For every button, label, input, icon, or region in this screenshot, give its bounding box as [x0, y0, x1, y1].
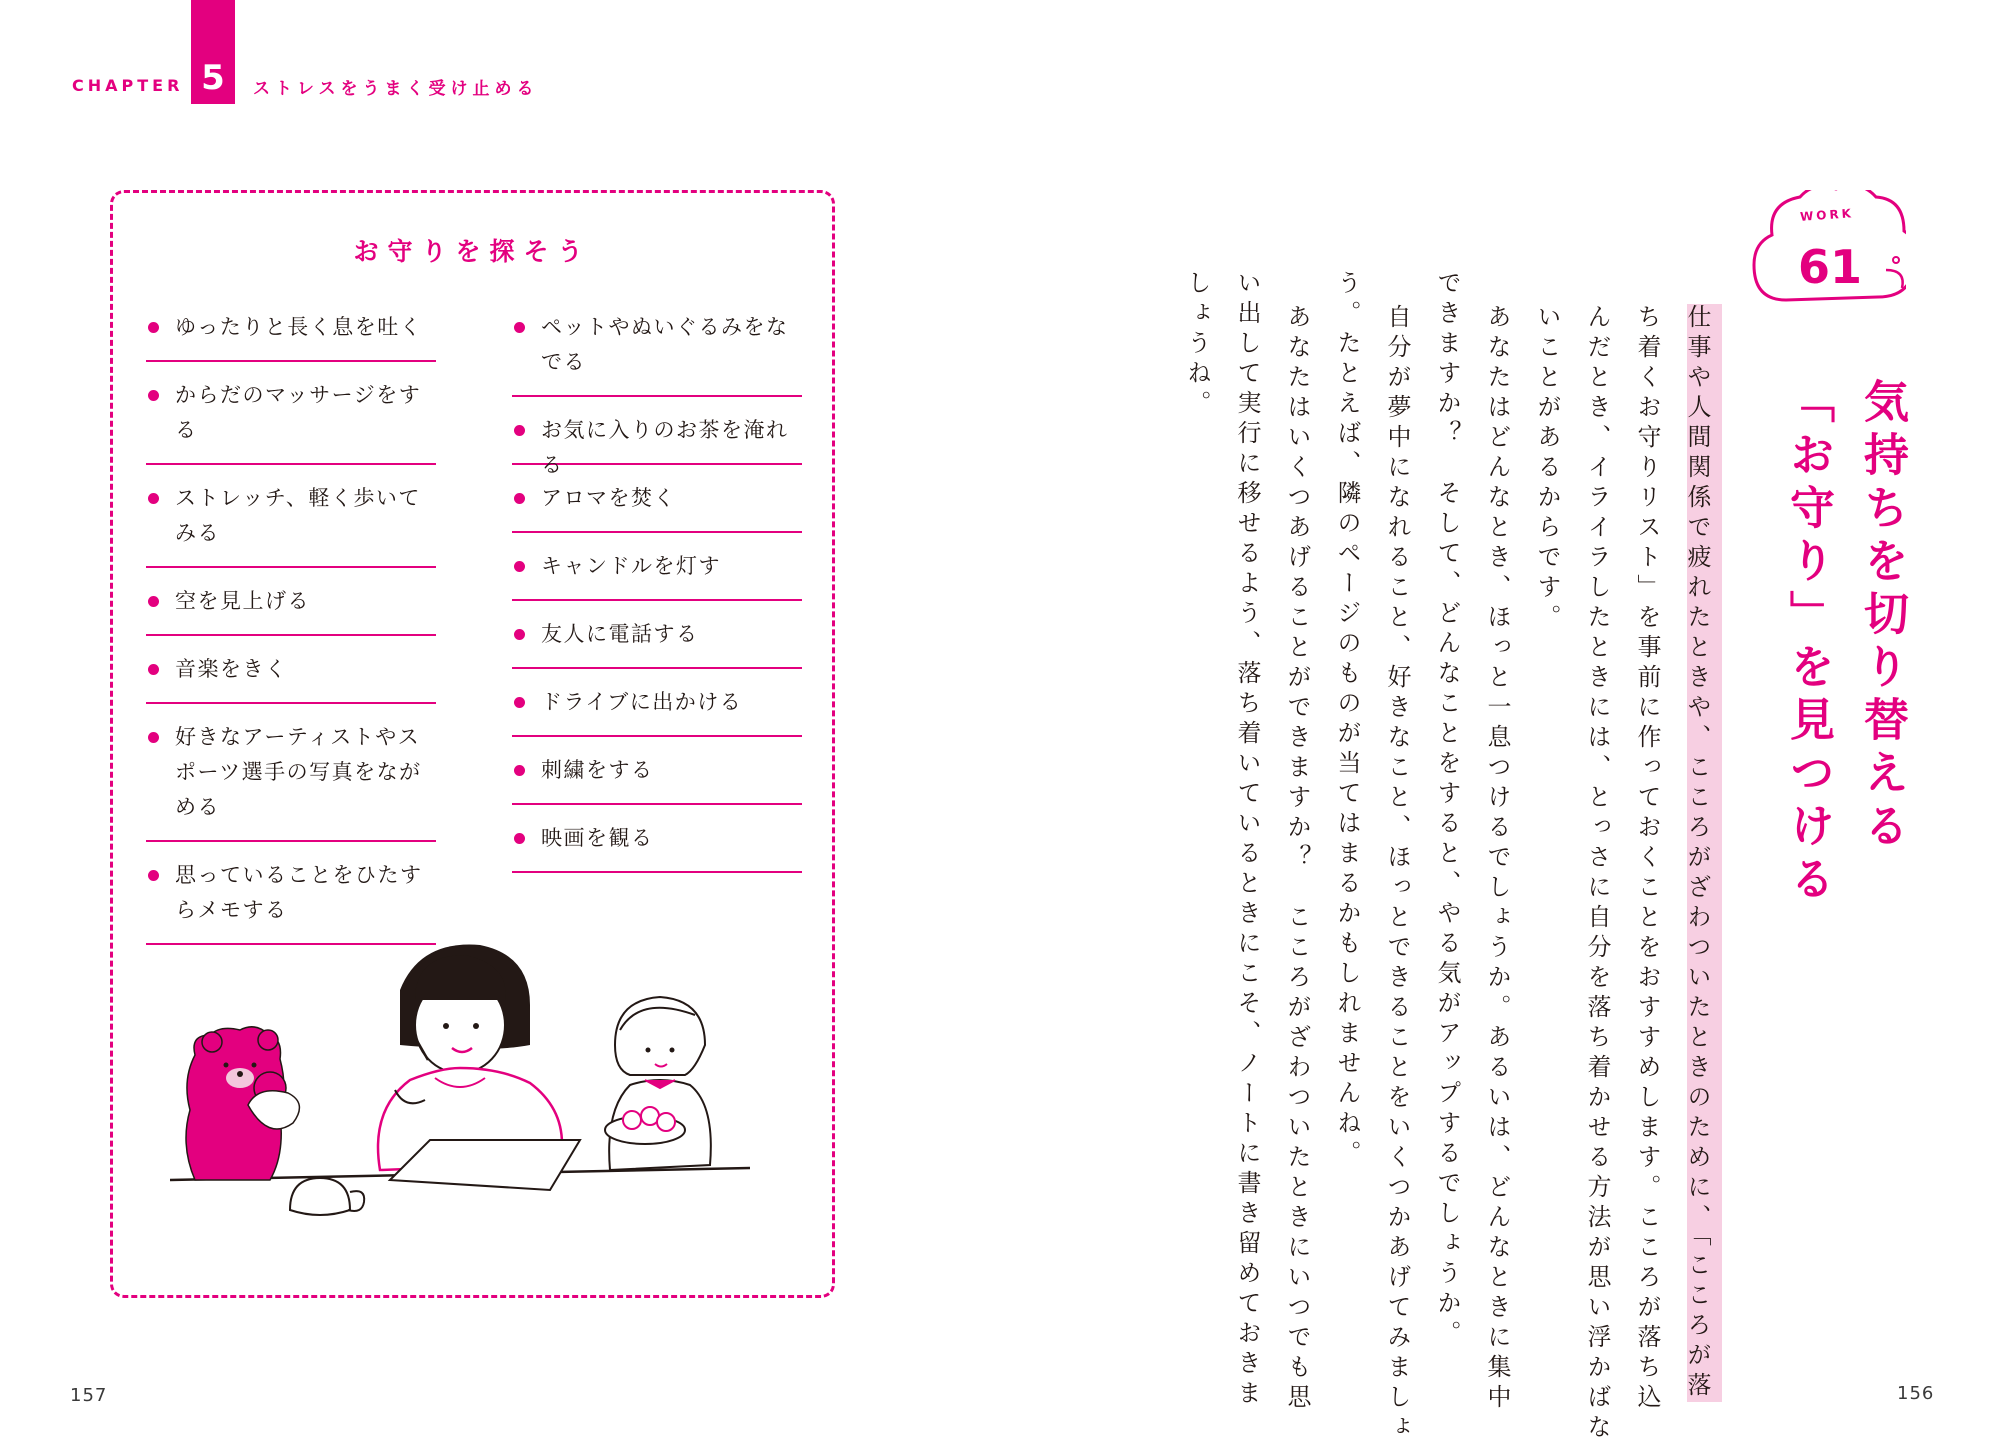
bullet-icon: [514, 765, 525, 776]
body-column-1: 仕事や人間関係で疲れたときや、こころがざわついたときのために、「こころが落: [1672, 304, 1722, 1402]
bullet-icon: [514, 561, 525, 572]
body-column-2: ち着くお守りリスト」を事前に作っておくことをおすすめします。こころが落ち込: [1633, 304, 1661, 1414]
bullet-icon: [514, 322, 525, 333]
body-column-11: しょうね。: [1183, 270, 1211, 420]
list-item: お気に入りのお茶を淹れる: [512, 413, 802, 465]
page-number-left: 157: [70, 1385, 108, 1406]
list-item: 空を見上げる: [146, 584, 436, 636]
work-label: WORK: [1799, 206, 1855, 224]
illustration: [170, 930, 770, 1260]
list-item: 友人に電話する: [512, 617, 802, 669]
article-title-line-2: 「お守り」を見つける: [1782, 378, 1835, 908]
body-column-10: い出して実行に移せるよう、落ち着いているときにこそ、ノートに書き留めておきま: [1233, 270, 1261, 1410]
list-item: ゆったりと長く息を吐く: [146, 310, 436, 362]
bullet-icon: [148, 664, 159, 675]
body-column-6: できますか？ そして、どんなことをすると、やる気がアップするでしょうか。: [1433, 270, 1461, 1350]
woman-figure: [378, 945, 562, 1170]
article-title-line-1: 気持ちを切り替える: [1856, 378, 1909, 855]
chapter-number: 5: [201, 58, 225, 98]
list-item: 刺繍をする: [512, 753, 802, 805]
list-item: ドライブに出かける: [512, 685, 802, 737]
list-item: キャンドルを灯す: [512, 549, 802, 601]
body-column-7: 自分が夢中になれること、好きなこと、ほっとできることをいくつかあげてみましょ: [1383, 304, 1411, 1444]
card-title: お守りを探そう: [353, 237, 592, 266]
bullet-icon: [514, 629, 525, 640]
left-list: [146, 310, 436, 961]
list-item: 思っていることをひたすらメモする: [146, 858, 436, 945]
bear-icon: [186, 1027, 299, 1180]
bullet-icon: [148, 732, 159, 743]
list-item: 好きなアーティストやスポーツ選手の写真をながめる: [146, 720, 436, 842]
list-item: ストレッチ、軽く歩いてみる: [146, 481, 436, 568]
list-item: 映画を観る: [512, 821, 802, 873]
bullet-icon: [148, 390, 159, 401]
body-column-5: あなたはどんなとき、ほっと一息つけるでしょうか。あるいは、どんなときに集中: [1483, 304, 1511, 1414]
body-column-8: う。たとえば、隣のページのものが当てはまるかもしれませんね。: [1333, 270, 1361, 1170]
right-list: [512, 310, 802, 889]
body-column-9: あなたはいくつあげることができますか？ こころがざわついたときにいつでも思: [1283, 304, 1311, 1414]
page-number-right: 156: [1897, 1383, 1935, 1404]
bullet-icon: [514, 833, 525, 844]
bullet-icon: [148, 870, 159, 881]
chapter-title: ストレスをうまく受け止める: [253, 79, 539, 99]
bullet-icon: [514, 493, 525, 504]
list-item: アロマを焚く: [512, 481, 802, 533]
list-item: ペットやぬいぐるみをなでる: [512, 310, 802, 397]
bullet-icon: [148, 322, 159, 333]
bullet-icon: [514, 697, 525, 708]
list-item: からだのマッサージをする: [146, 378, 436, 465]
cup-icon: [290, 1178, 364, 1215]
chapter-label: CHAPTER: [72, 76, 184, 95]
body-column-4: いことがあるからです。: [1533, 304, 1561, 634]
body-column-3: んだとき、イライラしたときには、とっさに自分を落ち着かせる方法が思い浮かばな: [1583, 304, 1611, 1444]
bullet-icon: [514, 425, 525, 436]
bullet-icon: [148, 596, 159, 607]
list-item: 音楽をきく: [146, 652, 436, 704]
girl-figure: [605, 997, 711, 1170]
bullet-icon: [148, 493, 159, 504]
work-number: 61: [1797, 240, 1862, 294]
